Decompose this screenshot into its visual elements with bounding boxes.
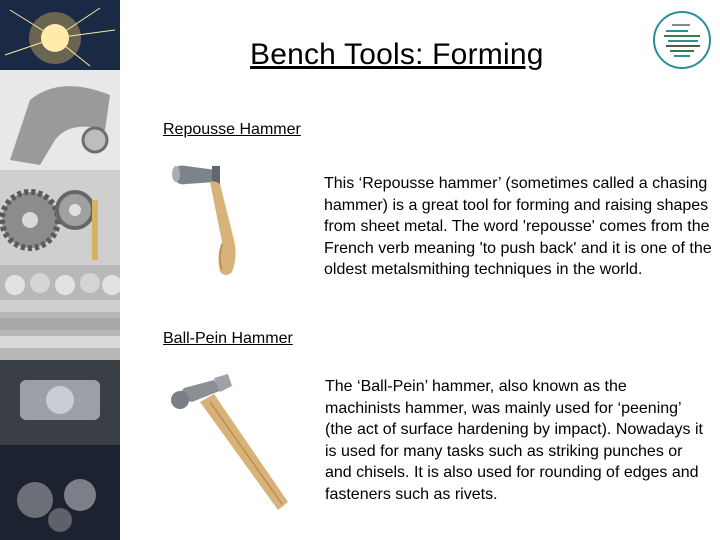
repousse-hammer-icon	[172, 160, 282, 280]
ball-pein-hammer-description: The ‘Ball-Pein’ hammer, also known as the machinists hammer, was mainly used for ‘peening’ (the act of surface hardening by impact). Nowadays it is used for many tasks such as striking punches or and chisels. It is also used for rounding of edges and fasteners such as rivets.	[325, 378, 703, 503]
gears-photo	[0, 170, 120, 265]
ball-pein-hammer-heading: Ball-Pein Hammer	[163, 330, 293, 347]
machining-photo-strip	[0, 0, 120, 540]
metal-bracket-photo	[0, 70, 120, 170]
welding-sparks-photo	[0, 0, 120, 70]
engine-photo	[0, 445, 120, 540]
lathe-photo	[0, 360, 120, 445]
design-technology-logo-icon	[652, 10, 712, 70]
steel-bars-photo	[0, 265, 120, 360]
slide-title: Bench Tools: Forming	[250, 38, 544, 71]
repousse-hammer-description: This ‘Repousse hammer’ (sometimes called a chasing hammer) is a great tool for forming and raising shapes from sheet metal. The word 'repousse' comes from the French verb meaning 'to push back' and it is one of the oldest metalsmithing techniques in the world.	[324, 175, 712, 279]
ball-pein-hammer-icon	[170, 362, 295, 512]
repousse-hammer-heading: Repousse Hammer	[163, 121, 301, 138]
